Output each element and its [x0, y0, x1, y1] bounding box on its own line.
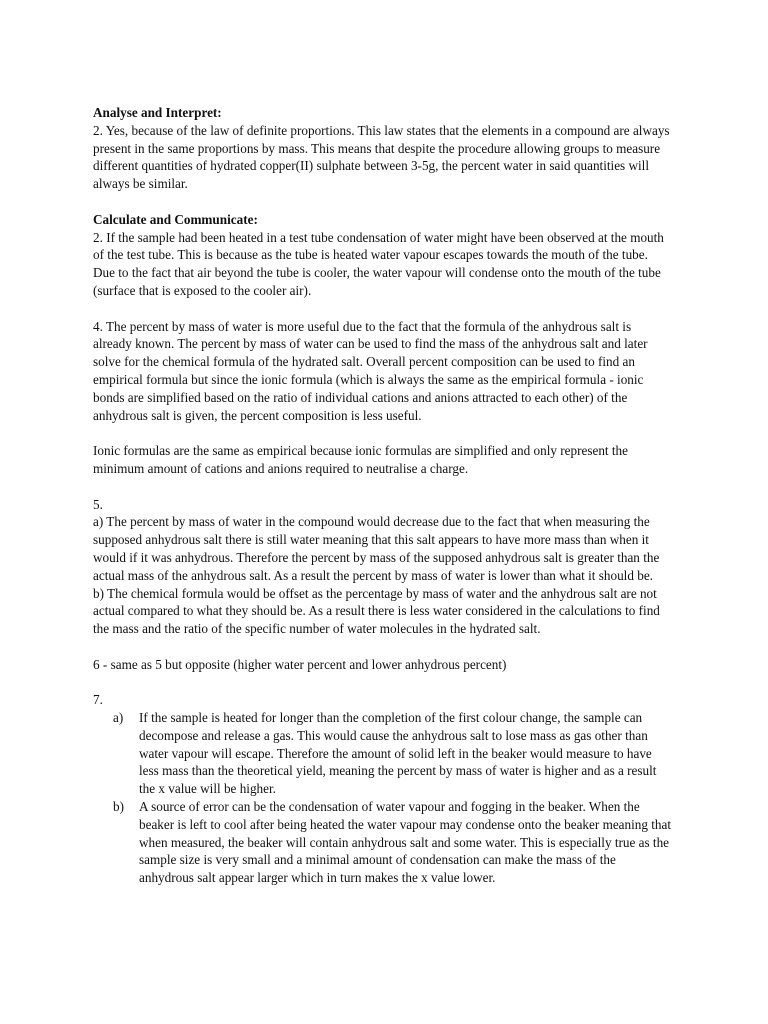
list-marker: b): [113, 799, 124, 815]
calculate-communicate-heading: Calculate and Communicate:: [93, 211, 258, 227]
answer-7-list: [93, 709, 673, 887]
answer-7b: [93, 798, 673, 887]
spacer: [93, 300, 673, 318]
answer-5a: a) The percent by mass of water in the compound would decrease due to the fact that when measuring the supposed anhydrous salt there is still water meaning that this salt appears to have more mass than when it would if it was anhydrous. Therefore the percent by mass of the supposed anhydrous salt is greater than the actual mass of the anhydrous salt. As a result the percent by mass of water is lower than what it should be.: [93, 514, 660, 583]
answer-7a: [93, 709, 673, 798]
answer-7a-text: If the sample is heated for longer than the completion of the first colour change, the sample can decompose and release a gas. This would cause the anhydrous salt to lose mass as gas other than water vapour will escape. Therefore the amount of solid left in the beaker would measure to have less mass than the theoretical yield, meaning the percent by mass of water is higher and as a result the x value will be higher.: [139, 710, 657, 797]
analyse-answer-2: 2. Yes, because of the law of definite proportions. This law states that the elements in a compound are always present in the same proportions by mass. This means that despite the procedure allowing groups to measure different quantities of hydrated copper(II) sulphate between 3-5g, the percent water in said quantities will always be similar.: [93, 122, 670, 192]
question-7-number: 7.: [93, 692, 103, 708]
calculate-answer-2: 2. If the sample had been heated in a test tube condensation of water might have been observed at the mouth of the test tube. This is because as the tube is heated water vapour escapes towards the mouth of the tube. Due to the fact that air beyond the tube is cooler, the water vapour will condense onto the mouth of the tube (surface that is exposed to the cooler air).: [93, 229, 664, 298]
answer-7b-text: A source of error can be the condensation of water vapour and fogging in the beaker. When the beaker is left to cool after being heated the water vapour may condense onto the beaker meaning that when measured, the beaker will contain anhydrous salt and some water. This is especially true as the sample size is very small and a minimal amount of condensation can make the mass of the anhydrous salt appear larger which in turn makes the x value lower.: [139, 799, 672, 886]
analyse-interpret-heading: Analyse and Interpret:: [93, 105, 222, 120]
spacer: [93, 638, 673, 656]
spacer: [93, 478, 673, 496]
list-marker: a): [113, 710, 124, 726]
answer-6: 6 - same as 5 but opposite (higher water percent and lower anhydrous percent): [93, 656, 507, 672]
calculate-answer-4: 4. The percent by mass of water is more useful due to the fact that the formula of the anhydrous salt is already known. The percent by mass of water can be used to find the mass of the anhydrous salt and later solve for the chemical formula of the hydrated salt. Overall percent composition can be used to find an empirical formula but since the ionic formula (which is always the same as the empirical formula - ionic bonds are simplified based on the ratio of individual cations and anions attracted to each other) of the anhydrous salt is given, the percent composition is less useful.: [93, 318, 648, 423]
ionic-formula-note: Ionic formulas are the same as empirical because ionic formulas are simplified and only represent the minimum amount of cations and anions required to neutralise a charge.: [93, 443, 628, 476]
spacer: [93, 424, 673, 442]
spacer: [93, 193, 673, 211]
document-page: [93, 104, 673, 887]
spacer: [93, 674, 673, 692]
question-5-number: 5.: [93, 496, 103, 512]
answer-5b: b) The chemical formula would be offset as the percentage by mass of water and the anhydrous salt are not actual compared to what they should be. As a result there is less water considered in the calculations to find the mass and the ratio of the specific number of water molecules in the hydrated salt.: [93, 585, 660, 637]
